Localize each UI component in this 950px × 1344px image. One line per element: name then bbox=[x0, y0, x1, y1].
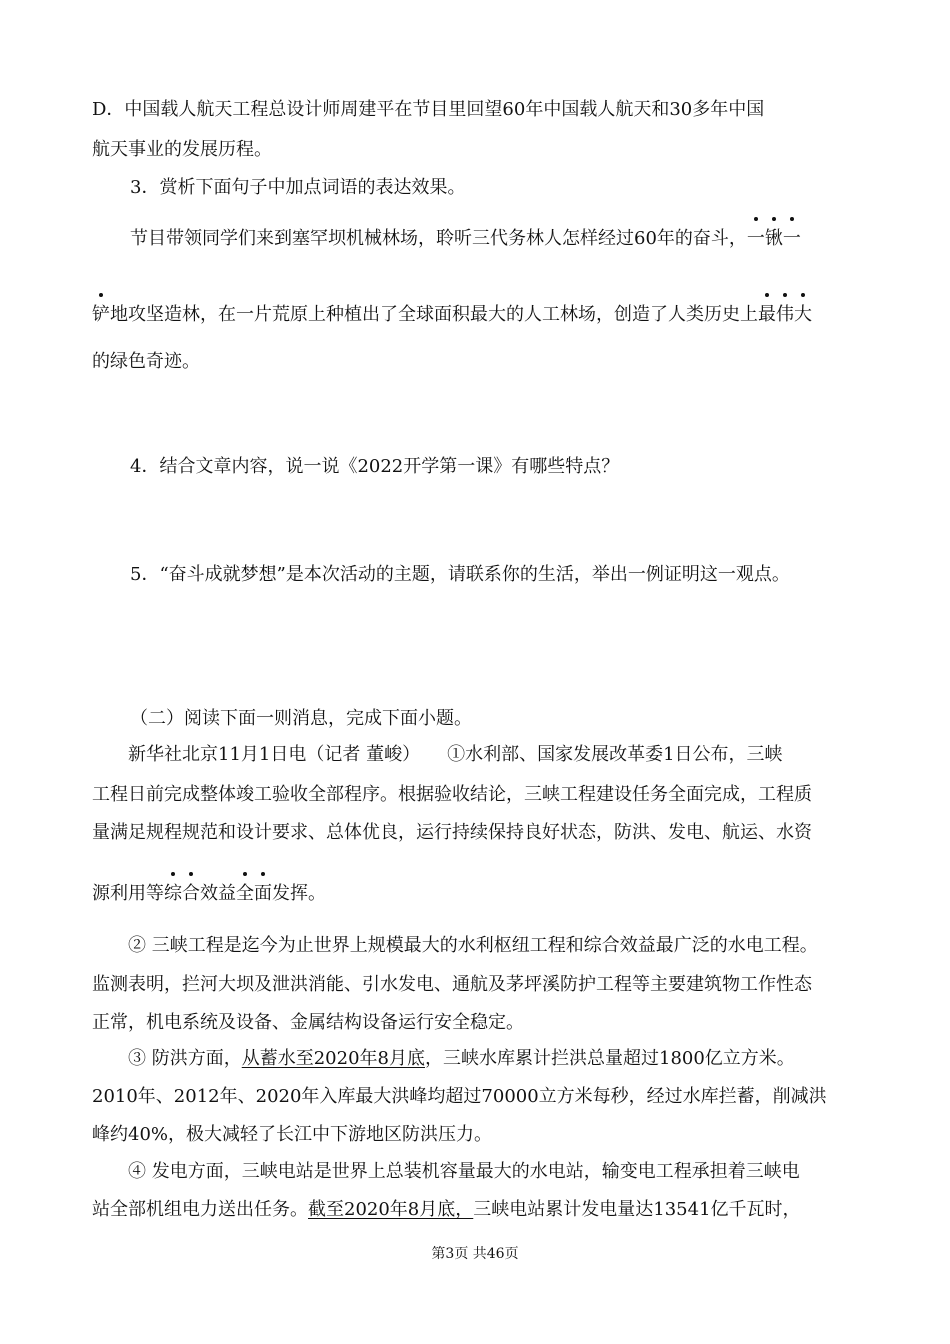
news-p3-line-3: 峰约40%，极大减轻了长江中下游地区防洪压力。 bbox=[92, 1124, 493, 1145]
page-footer: 第3页 共46页 bbox=[431, 1246, 519, 1262]
section-2-heading: （二）阅读下面一则消息，完成下面小题。 bbox=[130, 708, 472, 729]
news-p2-line-2: 监测表明，拦河大坝及泄洪消能、引水发电、通航及茅坪溪防护工程等主要建筑物工作性态 bbox=[92, 974, 812, 995]
dotted-char: 伟 bbox=[776, 304, 794, 325]
quote-line-2 bbox=[92, 303, 812, 327]
news-p1-line-4-text: 源利用等 bbox=[92, 883, 164, 904]
quote-line-3: 的绿色奇迹。 bbox=[92, 351, 200, 372]
question-4: 4．结合文章内容，说一说《2022开学第一课》有哪些特点？ bbox=[130, 456, 620, 477]
news-p1-line-4-text-2: 效益 bbox=[200, 883, 236, 904]
news-p3-line-2: 2010年、2012年、2020年入库最大洪峰均超过70000立方米每秒，经过水库拦蓄，削减洪 bbox=[92, 1086, 827, 1107]
option-d-line-1: D．中国载人航天工程总设计师周建平在节目里回望60年中国载人航天和30多年中国 bbox=[92, 99, 765, 120]
underlined-phrase: 截至2020年8月底， bbox=[308, 1199, 474, 1220]
news-p4-line-2 bbox=[92, 1198, 801, 1222]
dotted-char: 锹 bbox=[764, 228, 783, 249]
dotted-char: 综 bbox=[164, 883, 182, 904]
news-p1-line-4 bbox=[92, 882, 326, 906]
news-p2-line-3: 正常，机电系统及设备、金属结构设备运行安全稳定。 bbox=[92, 1012, 524, 1033]
news-p3-line-1-text: ③ 防洪方面， bbox=[128, 1048, 242, 1069]
dotted-phrase-yiqiaoyi bbox=[747, 228, 801, 249]
dotted-char: 合 bbox=[182, 883, 200, 904]
dotted-phrase-quanmian bbox=[236, 883, 272, 904]
news-p1-line-3: 量满足规程规范和设计要求、总体优良，运行持续保持良好状态，防洪、发电、航运、水资 bbox=[92, 822, 812, 843]
underlined-phrase: 从蓄水至2020年8月底 bbox=[241, 1048, 425, 1069]
dotted-char: 面 bbox=[254, 883, 272, 904]
dotted-char: 最 bbox=[758, 304, 776, 325]
news-p2-line-1: ② 三峡工程是迄今为止世界上规模最大的水利枢纽工程和综合效益最广泛的水电工程。 bbox=[128, 935, 818, 956]
dotted-char: 大 bbox=[794, 304, 812, 325]
dotted-char: 一 bbox=[746, 228, 765, 249]
news-p4-line-1: ④ 发电方面，三峡电站是世界上总装机容量最大的水电站，输变电工程承担着三峡电 bbox=[128, 1161, 800, 1182]
news-p4-line-2-text-2: 三峡电站累计发电量达13541亿千瓦时， bbox=[473, 1199, 801, 1220]
dotted-char-chan: 铲 bbox=[92, 304, 110, 325]
dotted-phrase-zuiweida bbox=[758, 304, 812, 325]
question-3: 3．赏析下面句子中加点词语的表达效果。 bbox=[130, 177, 466, 198]
news-p1-line-2: 工程日前完成整体竣工验收全部程序。根据验收结论，三峡工程建设任务全面完成，工程质 bbox=[92, 784, 812, 805]
news-p1-line-1: 新华社北京11月1日电（记者 董峻） ①水利部、国家发展改革委1日公布，三峡 bbox=[128, 744, 783, 765]
question-5: 5．“奋斗成就梦想”是本次活动的主题，请联系你的生活，举出一例证明这一观点。 bbox=[130, 564, 790, 585]
option-d-line-2: 航天事业的发展历程。 bbox=[92, 139, 272, 160]
news-p3-line-1-text-2: ，三峡水库累计拦洪总量超过1800亿立方米。 bbox=[425, 1048, 795, 1069]
quote-line-1-text: 节目带领同学们来到塞罕坝机械林场，聆听三代务林人怎样经过60年的奋斗， bbox=[130, 228, 747, 249]
news-p4-line-2-text: 站全部机组电力送出任务。 bbox=[92, 1199, 308, 1220]
news-p3-line-1 bbox=[128, 1047, 795, 1071]
dotted-phrase-zonghe bbox=[164, 883, 200, 904]
quote-line-2-text: 地攻坚造林，在一片荒原上种植出了全球面积最大的人工林场，创造了人类历史上 bbox=[110, 304, 758, 325]
quote-line-1 bbox=[130, 227, 801, 251]
dotted-char: 一 bbox=[782, 228, 801, 249]
dotted-char: 全 bbox=[236, 883, 254, 904]
news-p1-line-4-text-3: 发挥。 bbox=[272, 883, 326, 904]
